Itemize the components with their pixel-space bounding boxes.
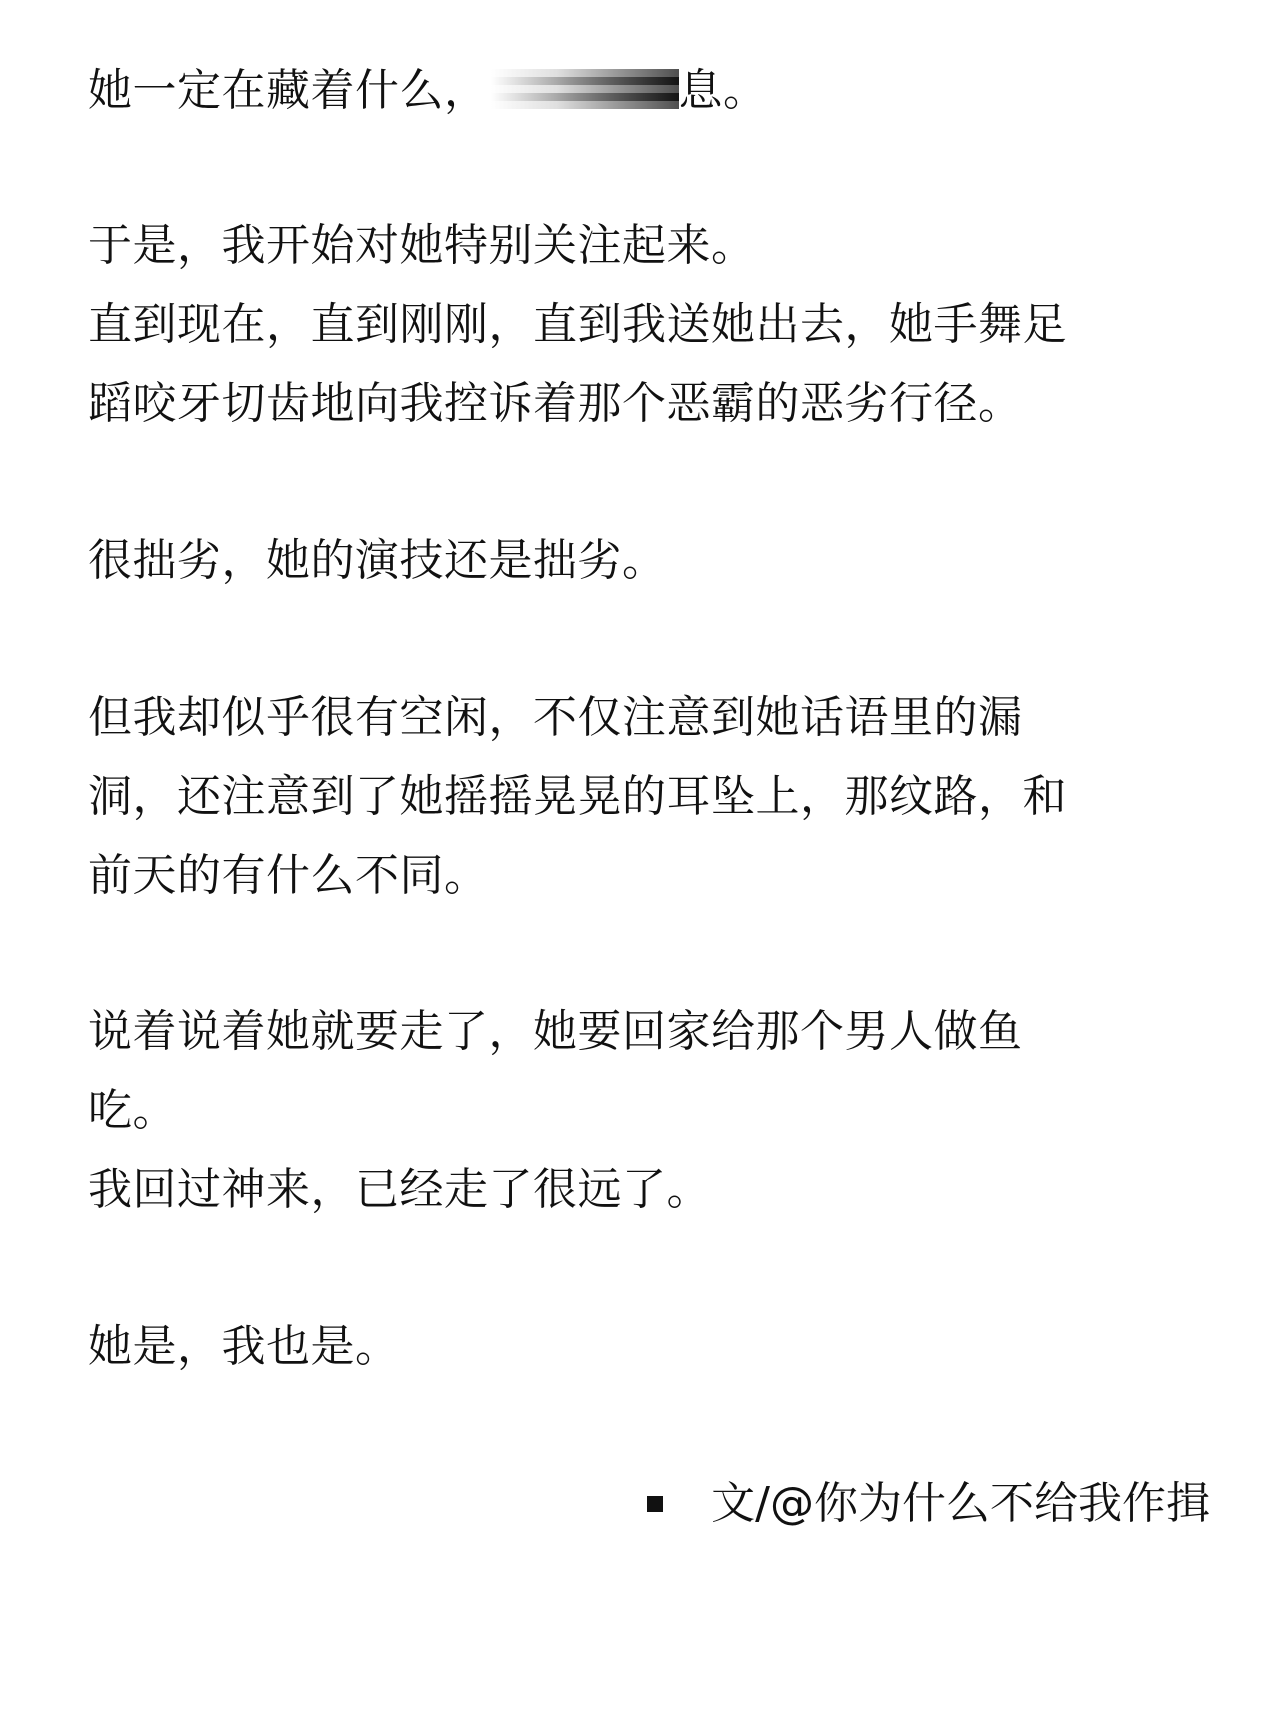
text-line-5: 很拙劣，她的演技还是拙劣。 xyxy=(88,535,667,586)
text-line-3: 直到现在，直到刚刚，直到我送她出去，她手舞足 xyxy=(88,299,1067,350)
line-1-tail: 息。 xyxy=(678,65,768,116)
text-line-4: 蹈咬牙切齿地向我控诉着那个恶霸的恶劣行径。 xyxy=(88,378,1023,429)
text-line-8: 前天的有什么不同。 xyxy=(88,850,489,901)
text-line-1 xyxy=(88,65,768,117)
text-line-9: 说着说着她就要走了，她要回家给那个男人做鱼 xyxy=(88,1006,1023,1057)
text-line-2: 于是，我开始对她特别关注起来。 xyxy=(88,220,756,271)
text-line-12: 她是，我也是。 xyxy=(88,1321,400,1372)
text-line-11: 我回过神来，已经走了很远了。 xyxy=(88,1164,711,1215)
text-line-6: 但我却似乎很有空闲，不仅注意到她话语里的漏 xyxy=(88,692,1023,743)
author-credit-text: 文/@你为什么不给我作揖 xyxy=(711,1478,1210,1529)
bullet-square-icon xyxy=(647,1496,663,1512)
author-credit xyxy=(647,1478,1210,1530)
text-line-10: 吃。 xyxy=(88,1085,177,1136)
line-1-text: 她一定在藏着什么， xyxy=(88,65,489,116)
text-line-7: 洞，还注意到了她摇摇晃晃的耳坠上，那纹路，和 xyxy=(88,771,1067,822)
redacted-text xyxy=(491,69,679,109)
